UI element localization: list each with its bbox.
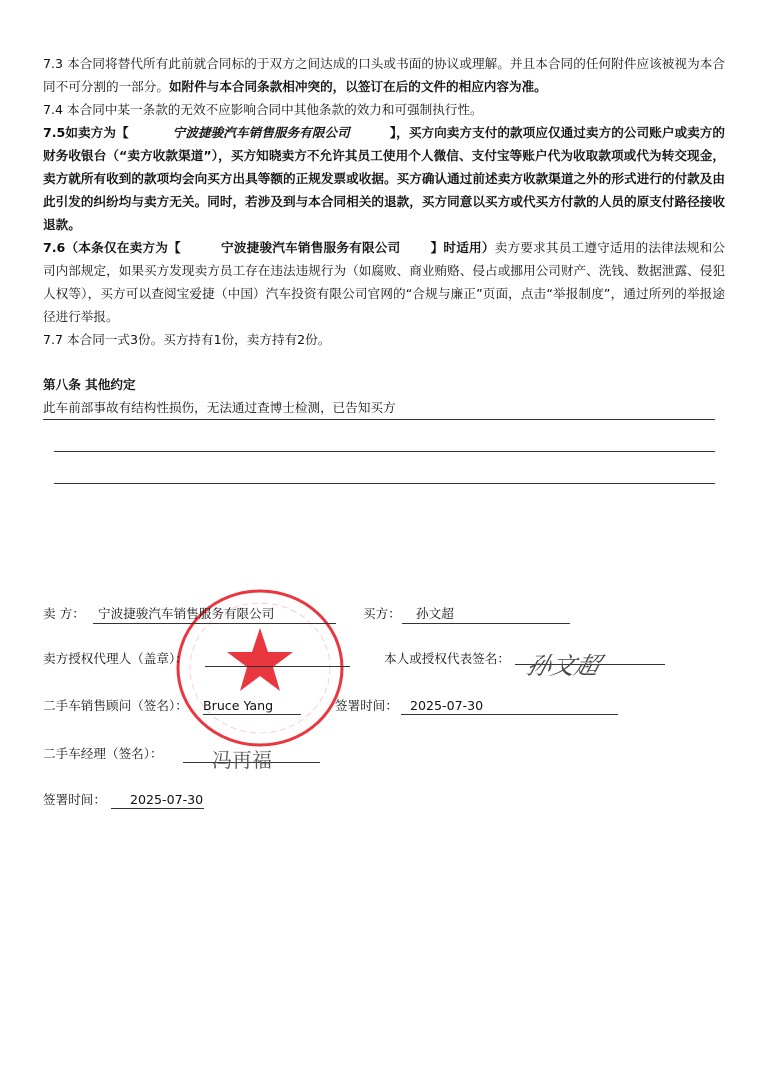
clause-prefix: 7.6（本条仅在卖方为【 — [43, 240, 181, 255]
sign-time-label: 签署时间： — [335, 698, 398, 713]
underline — [93, 623, 336, 624]
section-8-text: 此车前部事故有结构性损伤，无法通过查博士检测，已告知买方 — [43, 396, 715, 420]
buyer-handwritten-signature: 孙文超 — [523, 652, 604, 680]
consultant-label: 二手车销售顾问（签名）： — [43, 698, 188, 713]
star-icon — [227, 628, 293, 691]
contract-clauses — [43, 52, 725, 484]
section-8-heading: 第八条 其他约定 — [43, 377, 136, 392]
seller-value: 宁波捷骏汽车销售服务有限公司 — [98, 606, 275, 621]
buyer-sign-label: 本人或授权代表签名： — [384, 651, 510, 666]
clause-prefix: 7.5如卖方为【 — [43, 125, 129, 140]
underline — [205, 666, 350, 667]
underline — [203, 714, 301, 715]
agent-label: 卖方授权代理人（盖章）： — [43, 651, 188, 666]
clause-text: 7.3 本合同将替代所有此前就合同标的于双方之间达成的口头或书面的协议或理解。并且本合同的任何附件应该被视为本合同不可分割的一部分。 — [43, 56, 725, 94]
consultant-value: Bruce Yang — [203, 698, 274, 713]
seller-company: 宁波捷骏汽车销售服务有限公司 — [220, 240, 401, 255]
clause-7-3 — [43, 52, 725, 98]
underline — [402, 623, 570, 624]
seller-label: 卖 方： — [43, 606, 85, 621]
clause-7-7: 7.7 本合同一式3份。买方持有1份，卖方持有2份。 — [43, 332, 331, 347]
sign-time2-label: 签署时间： — [43, 792, 106, 807]
buyer-value: 孙文超 — [416, 606, 454, 621]
sign-time2-value: 2025-07-30 — [130, 792, 204, 807]
blank-line — [54, 452, 715, 484]
clause-suffix: 】时适用） — [430, 240, 495, 255]
blank-line — [54, 420, 715, 452]
clause-text: 】，买方向卖方支付的款项应仅通过卖方的公司账户或卖方的财务收银台（“卖方收款渠道”），买方知晓卖方不允许其员工使用个人微信、支付宝等账户代为收取款项或代为转交现金，卖方就所有收到的款项均会向买方出具等额的正规发票或收据。买方确认通过前述卖方收款渠道之外的形式进行的付款及由此引发的纠纷均与卖方无关。同时，若涉及到与本合同相关的退款，买方同意以买方或代买方付款的人员的原支付路径接收退款。 — [43, 125, 726, 232]
manager-label: 二手车经理（签名）： — [43, 746, 163, 761]
underline — [401, 714, 618, 715]
sign-time-value: 2025-07-30 — [410, 698, 484, 713]
clause-7-6 — [43, 236, 725, 328]
buyer-label: 买方： — [363, 606, 401, 621]
clause-text: 卖方要求其员工遵守适用的法律法规和公司内部规定，如果买方发现卖方员工存在违法违规行为（如腐败、商业贿赂、侵占或挪用公司财产、洗钱、数据泄露、侵犯人权等），买方可以查阅宝爱捷（中国）汽车投资有限公司官网的“合规与廉正”页面，点击“举报制度”，通过所列的举报途径进行举报。 — [43, 240, 726, 324]
seller-company: 宁波捷骏汽车销售服务有限公司 — [172, 125, 350, 140]
clause-7-5 — [43, 121, 725, 236]
manager-signature: 冯再福 — [212, 748, 272, 772]
clause-7-4: 7.4 本合同中某一条款的无效不应影响合同中其他条款的效力和可强制执行性。 — [43, 102, 483, 117]
underline — [111, 808, 204, 809]
clause-bold-text: 如附件与本合同条款相冲突的，以签订在后的文件的相应内容为准。 — [168, 79, 547, 94]
